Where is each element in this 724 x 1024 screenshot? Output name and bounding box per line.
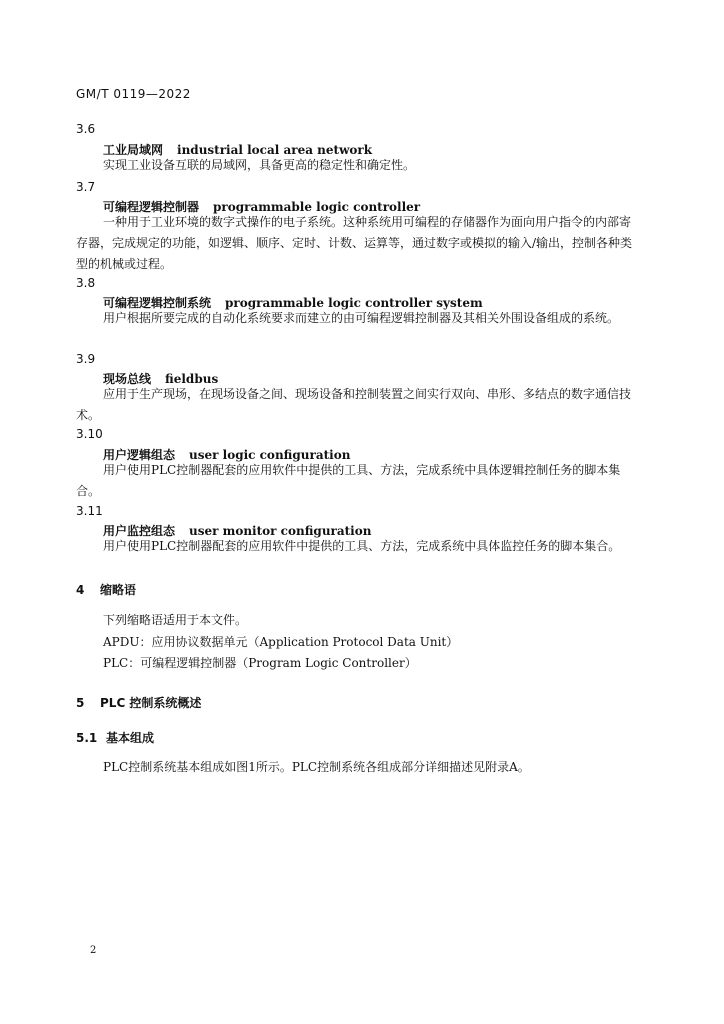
definition-3-8: 用户根据所要完成的自动化系统要求而建立的由可编程逻辑控制器及其相关外围设备组成的系统。 [103,311,620,325]
term-en: user monitor configuration [189,524,372,538]
chapter-title: 缩略语 [100,583,137,597]
section-number-3-8: 3.8 [76,276,96,290]
section-number: 5.1 [76,731,98,745]
abbreviations-intro: 下列缩略语适用于本文件。 [103,613,248,627]
section-5-1-body: PLC控制系统基本组成如图1所示。PLC控制系统各组成部分详细描述见附录A。 [103,760,530,774]
standard-code-header: GM/T 0119—2022 [76,87,191,101]
abbreviation-item: PLC：可编程逻辑控制器（Program Logic Controller） [103,656,417,670]
definition-3-9: 应用于生产现场，在现场设备之间、现场设备和控制装置之间实行双向、串形、多结点的数字通信技术。 [76,387,632,422]
section-number-3-11: 3.11 [76,504,103,518]
term-en: industrial local area network [177,143,373,157]
term-en: programmable logic controller system [225,296,483,310]
section-5-1-heading [76,729,154,746]
term-zh: 可编程逻辑控制系统 [103,296,212,310]
chapter-title: PLC 控制系统概述 [100,696,202,710]
definition-3-6: 实现工业设备互联的局域网，具备更高的稳定性和确定性。 [103,158,416,172]
section-number-3-7: 3.7 [76,180,96,194]
term-en: programmable logic controller [213,200,421,214]
term-zh: 工业局域网 [103,143,164,157]
abbreviation-item: APDU：应用协议数据单元（Application Protocol Data Unit） [103,635,459,649]
chapter-number: 5 [76,696,85,710]
term-en: user logic configuration [189,448,351,462]
chapter-number: 4 [76,583,85,597]
term-zh: 用户逻辑组态 [103,448,176,462]
section-number-3-9: 3.9 [76,352,96,366]
definition-3-10: 用户使用PLC控制器配套的应用软件中提供的工具、方法，完成系统中具体逻辑控制任务的脚本集合。 [76,463,621,498]
term-en: fieldbus [165,372,219,386]
page-number: 2 [90,945,97,956]
section-number-3-6: 3.6 [76,122,96,136]
chapter-5-heading [76,694,201,711]
definition-3-11: 用户使用PLC控制器配套的应用软件中提供的工具、方法，完成系统中具体监控任务的脚本集合。 [103,539,621,553]
term-zh: 现场总线 [103,372,152,386]
term-zh: 可编程逻辑控制器 [103,200,200,214]
definition-3-7: 一种用于工业环境的数字式操作的电子系统。这种系统用可编程的存储器作为面向用户指令的内部寄存器，完成规定的功能，如逻辑、顺序、定时、计数、运算等，通过数字或模拟的输入/输出，控制各种类型的机械或过程。 [76,215,633,271]
section-number-3-10: 3.10 [76,427,103,441]
section-title: 基本组成 [106,731,155,745]
term-zh: 用户监控组态 [103,524,176,538]
chapter-4-heading [76,581,136,598]
